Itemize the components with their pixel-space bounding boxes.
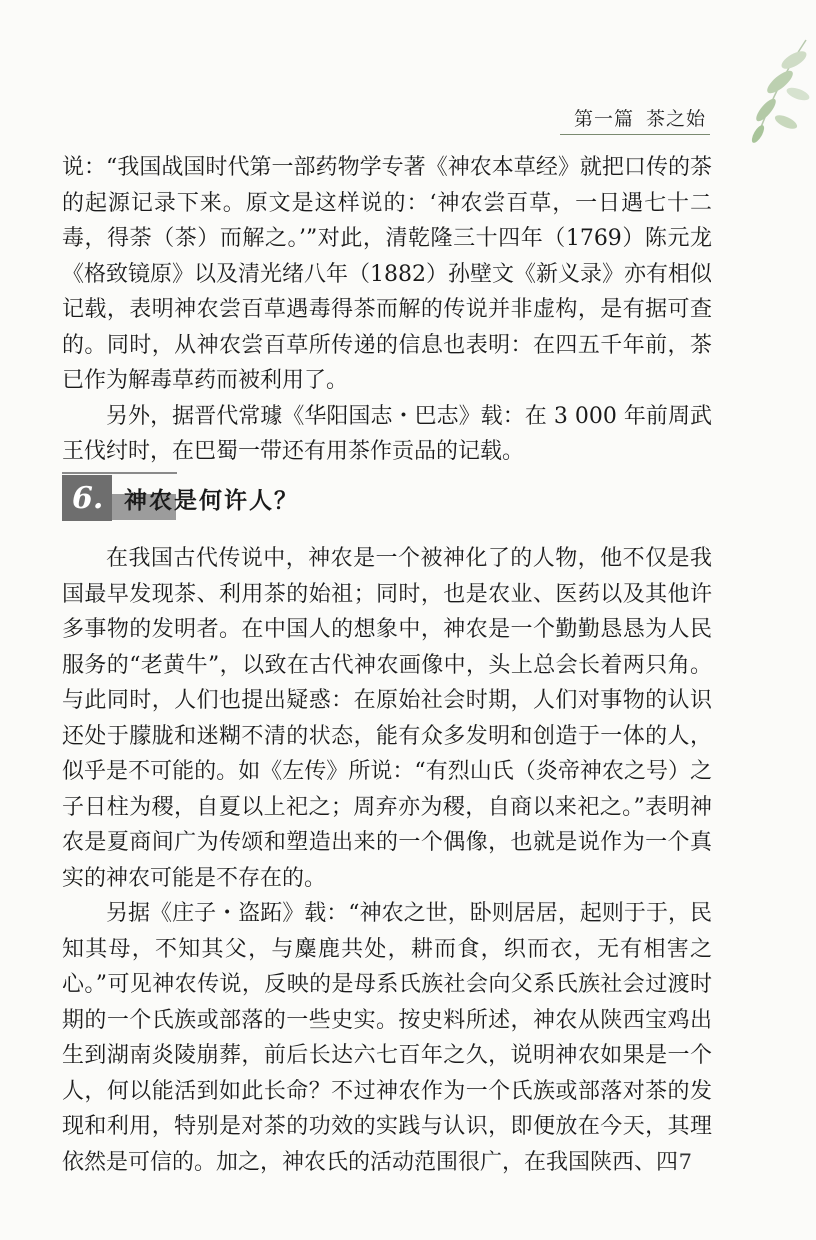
header-rule <box>560 134 710 135</box>
paragraph: 另外，据晋代常璩《华阳国志・巴志》载：在 3 000 年前周武王伐纣时，在巴蜀一带还有用茶作贡品的记载。 <box>62 403 712 464</box>
page-number: 7 <box>678 1150 692 1174</box>
paragraph: 说：“我国战国时代第一部药物学专著《神农本草经》就把口传的茶的起源记录下来。原文是这样说的：‘神农尝百草，一日遇七十二毒，得荼（茶）而解之。’”对此，清乾隆三十四年（1769）陈元龙《格致镜原》以及清光绪八年（1882）孙壁文《新义录》亦有相似记载，表明神农尝百草遇毒得茶而解的传说并非虚构，是有据可查的。同时，从神农尝百草所传递的信息也表明：在四五千年前，茶已作为解毒草药而被利用了。 <box>62 155 712 393</box>
section-number: 6. <box>72 481 104 516</box>
heading-rule <box>62 472 177 474</box>
section-number-box <box>62 475 112 521</box>
paragraph: 在我国古代传说中，神农是一个被神化了的人物，他不仅是我国最早发现茶、利用茶的始祖；同时，也是农业、医药以及其他许多事物的发明者。在中国人的想象中，神农是一个勤勤恳恳为人民服务的“老黄牛”，以致在古代神农画像中，头上总会长着两只角。与此同时，人们也提出疑惑：在原始社会时期，人们对事物的认识还处于朦胧和迷糊不清的状态，能有众多发明和创造于一体的人，似乎是不可能的。如《左传》所说：“有烈山氏（炎帝神农之号）之子日柱为稷，自夏以上祀之；周弃亦为稷，自商以来祀之。”表明神农是夏商间广为传颂和塑造出来的一个偶像，也就是说作为一个真实的神农可能是不存在的。 <box>62 546 712 891</box>
part-label: 第一篇 <box>573 108 634 130</box>
intro-text <box>62 150 712 470</box>
running-header <box>562 104 706 131</box>
section-title: 神农是何许人？ <box>124 488 299 514</box>
paragraph: 另据《庄子・盗跖》载：“神农之世，卧则居居，起则于于，民知其母，不知其父，与麋鹿共处，耕而食，织而衣，无有相害之心。”可见神农传说，反映的是母系氏族社会向父系氏族社会过渡时期的一个氏族或部落的一些史实。按史料所述，神农从陕西宝鸡出生到湖南炎陵崩葬，前后长达六七百年之久，说明神农如果是一个人，何以能活到如此长命？不过神农作为一个氏族或部落对茶的发现和利用，特别是对茶的功效的实践与认识，即便放在今天，其理依然是可信的。加之，神农氏的活动范围很广，在我国陕西、四 <box>62 901 712 1175</box>
chapter-title: 茶之始 <box>645 108 706 130</box>
section-text <box>62 541 712 1180</box>
tea-leaf-sprig-icon <box>676 30 816 170</box>
section-heading <box>62 472 362 524</box>
